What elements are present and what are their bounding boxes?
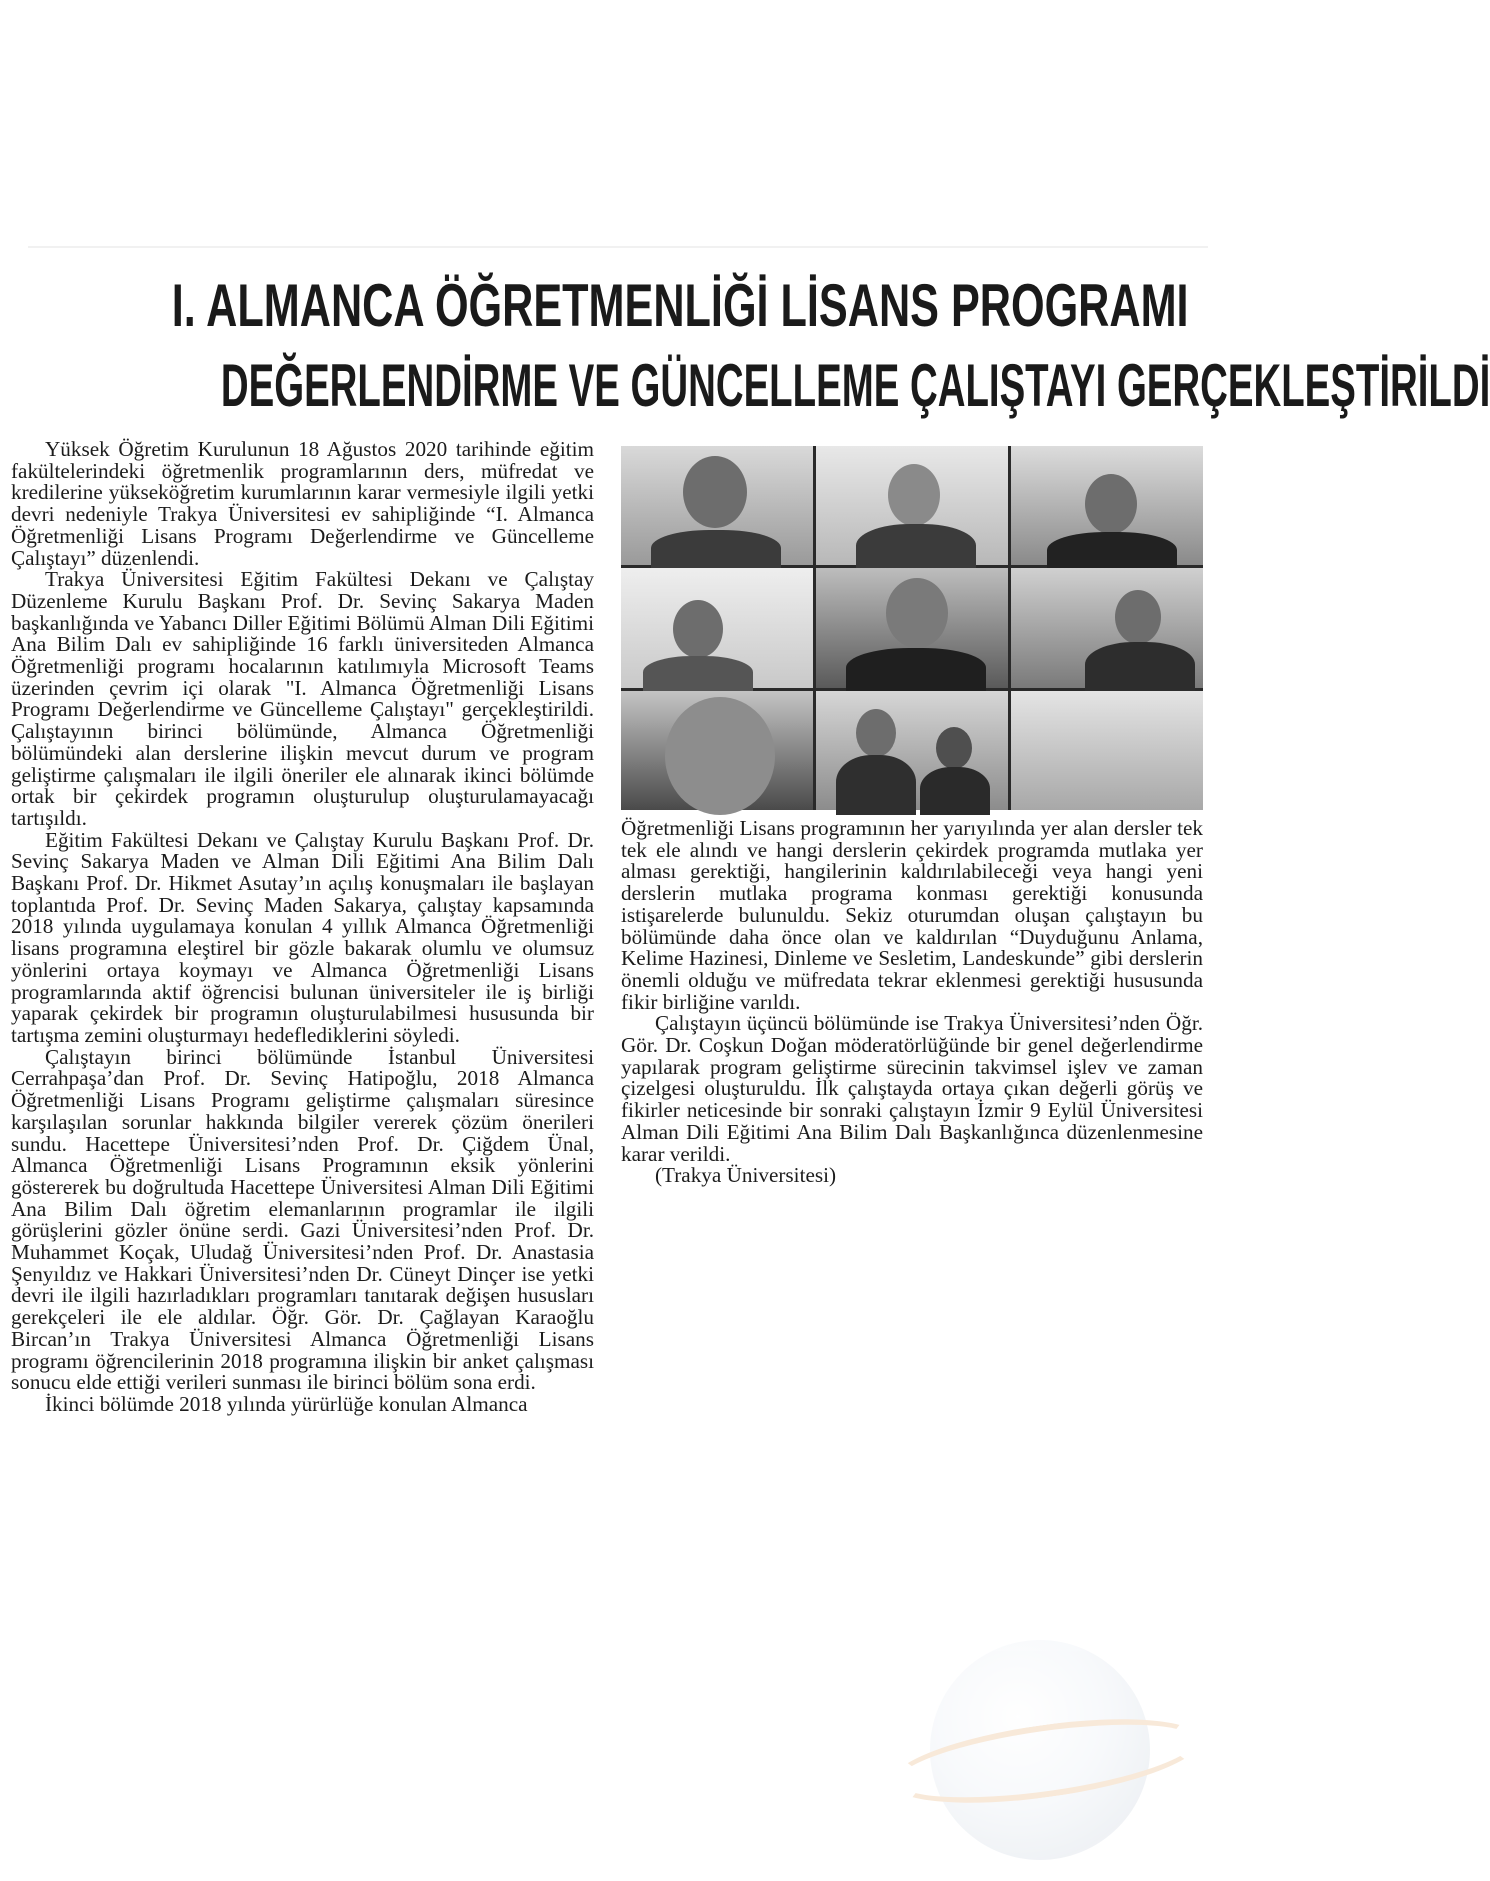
participant-tile	[816, 691, 1008, 810]
paragraph: İkinci bölümde 2018 yılında yürürlüğe konulan Almanca	[45, 1391, 528, 1416]
paragraph: Eğitim Fakültesi Dekanı ve Çalıştay Kurulu Başkanı Prof. Dr. Sevinç Sakarya Maden ve Alman Dili Eğitimi Ana Bilim Dalı Başkanı Prof. Dr. Hikmet Asutay’ın açılış konuşmaları ile başlayan toplantıda Prof. Dr. Sevinç Maden Sakarya, çalıştay kapsamında 2018 yılında uygulamaya konulan 4 yıllık Almanca Öğretmenliği lisans programına eleştirel bir gözle bakarak olumlu ve olumsuz yönlerini ortaya koymayı ve Almanca Öğretmenliği Lisans programlarında aktif öğrencisi bulunan üniversiteler ile iş birliği yaparak çekirdek bir programın oluşturulabilmesi hususunda bir tartışma zemini oluşturmayı hedeflediklerini söyledi.	[11, 827, 594, 1047]
paragraph: Çalıştayın birinci bölümünde İstanbul Üniversitesi Cerrahpaşa’dan Prof. Dr. Sevinç Hatipoğlu, 2018 Almanca Öğretmenliği Lisans Programı geliştirme çalışmaları süresince karşılaşılan sorunlar hakkında bilgiler vererek çözüm önerileri sundu. Hacettepe Üniversitesi’nden Prof. Dr. Çiğdem Ünal, Almanca Öğretmenliği Lisans Programının eksik yönlerini göstererek bu doğrultuda Hacettepe Üniversitesi Alman Dili Eğitimi Ana Bilim Dalı öğretim elemanlarının programlar ile ilgili görüşlerini gözler önüne serdi. Gazi Üniversitesi’nden Prof. Dr. Muhammet Koçak, Uludağ Üniversitesi’nden Prof. Dr. Anastasia Şenyıldız ve Hakkari Üniversitesi’nden Dr. Cüneyt Dinçer ise yetki devri ile ilgili hazırladıkları programları tanıtarak değişen hususları gerekçeleri ile ele aldılar. Öğr. Gör. Dr. Çağlayan Karaoğlu Bircan’ın Trakya Üniversitesi Almanca Öğretmenliği Lisans programı öğrencilerinin 2018 programına ilişkin bir anket çalışması sonucu elde ettiği verileri sunması ile birinci bölüm sona erdi.	[11, 1044, 594, 1395]
video-conference-photo	[621, 446, 1203, 810]
participant-tile	[621, 568, 813, 687]
participant-tile	[816, 568, 1008, 687]
watermark-logo	[930, 1640, 1150, 1860]
source-credit: (Trakya Üniversitesi)	[655, 1163, 837, 1188]
article-column-1	[11, 439, 594, 1416]
participant-tile	[621, 446, 813, 565]
article-column-2	[621, 818, 1203, 1187]
paragraph: Yüksek Öğretim Kurulunun 18 Ağustos 2020 tarihinde eğitim fakültelerindeki öğretmenlik programlarının ders, müfredat ve kredilerine yükseköğretim kurumlarının karar vermesiyle ilgili yetki devri nedeniyle Trakya Üniversitesi ev sahipliğinde “I. Almanca Öğretmenliği Lisans Programı Değerlendirme ve Güncelleme Çalıştayı” düzenlendi.	[11, 437, 594, 570]
paragraph: Öğretmenliği Lisans programının her yarıyılında yer alan dersler tek tek ele alındı ve hangi derslerin çekirdek programda mutlaka yer alması gerektiği, hangilerinin kaldırılabileceği veya hangi yeni derslerin mutlaka programa konması gerektiği konusunda istişarelerde bulunuldu. Sekiz oturumdan oluşan çalıştayın bu bölümünde daha önce olan ve kaldırılan “Duyduğunu Anlama, Kelime Hazinesi, Dinleme ve Sesletim, Landeskunde” gibi derslerin önemli olduğu ve müfredata tekrar eklenmesi gerektiği hususunda fikir birliğine varıldı.	[621, 816, 1203, 1014]
participant-tile	[1011, 691, 1203, 810]
headline-line-2: DEĞERLENDİRME VE GÜNCELLEME ÇALIŞTAYI GERÇEKLEŞTİRİLDİ	[220, 352, 1490, 419]
headline-line-1: I. ALMANCA ÖĞRETMENLİĞİ LİSANS PROGRAMI	[171, 272, 1189, 339]
paragraph: Çalıştayın üçüncü bölümünde ise Trakya Üniversitesi’nden Öğr. Gör. Dr. Coşkun Doğan möderatörlüğünde bir genel değerlendirme yapılarak program geliştirme sürecinin takvimsel işlev ve zaman çizelgesi oluşturuldu. İlk çalıştayda ortaya çıkan değerli görüş ve fikirler neticesinde bir sonraki çalıştayın İzmir 9 Eylül Üniversitesi Alman Dili Eğitimi Ana Bilim Dalı Başkanlığınca düzenlenmesine karar verildi.	[621, 1011, 1203, 1166]
participant-tile	[1011, 446, 1203, 565]
paragraph: Trakya Üniversitesi Eğitim Fakültesi Dekanı ve Çalıştay Düzenleme Kurulu Başkanı Prof. Dr. Sevinç Sakarya Maden başkanlığında ve Yabancı Diller Eğitimi Bölümü Alman Dili Eğitimi Ana Bilim Dalı ev sahipliğinde 16 farklı üniversiteden Almanca Öğretmenliği programı hocalarının katılımıyla Microsoft Teams üzerinden çevrim içi olarak "I. Almanca Öğretmenliği Lisans Programı Değerlendirme ve Güncelleme Çalıştayı" gerçekleştirildi. Çalıştayının birinci bölümünde, Almanca Öğretmenliği bölümündeki alan derslerine ilişkin mevcut durum ve program geliştirme çalışmaları ile ilgili öneriler ele alınarak ikinci bölümde ortak bir çekirdek programın oluşturulup oluşturulamayacağı tartışıldı.	[11, 567, 594, 830]
participant-tile	[621, 691, 813, 810]
participant-tile	[1011, 568, 1203, 687]
top-rule	[28, 246, 1208, 248]
participant-tile	[816, 446, 1008, 565]
